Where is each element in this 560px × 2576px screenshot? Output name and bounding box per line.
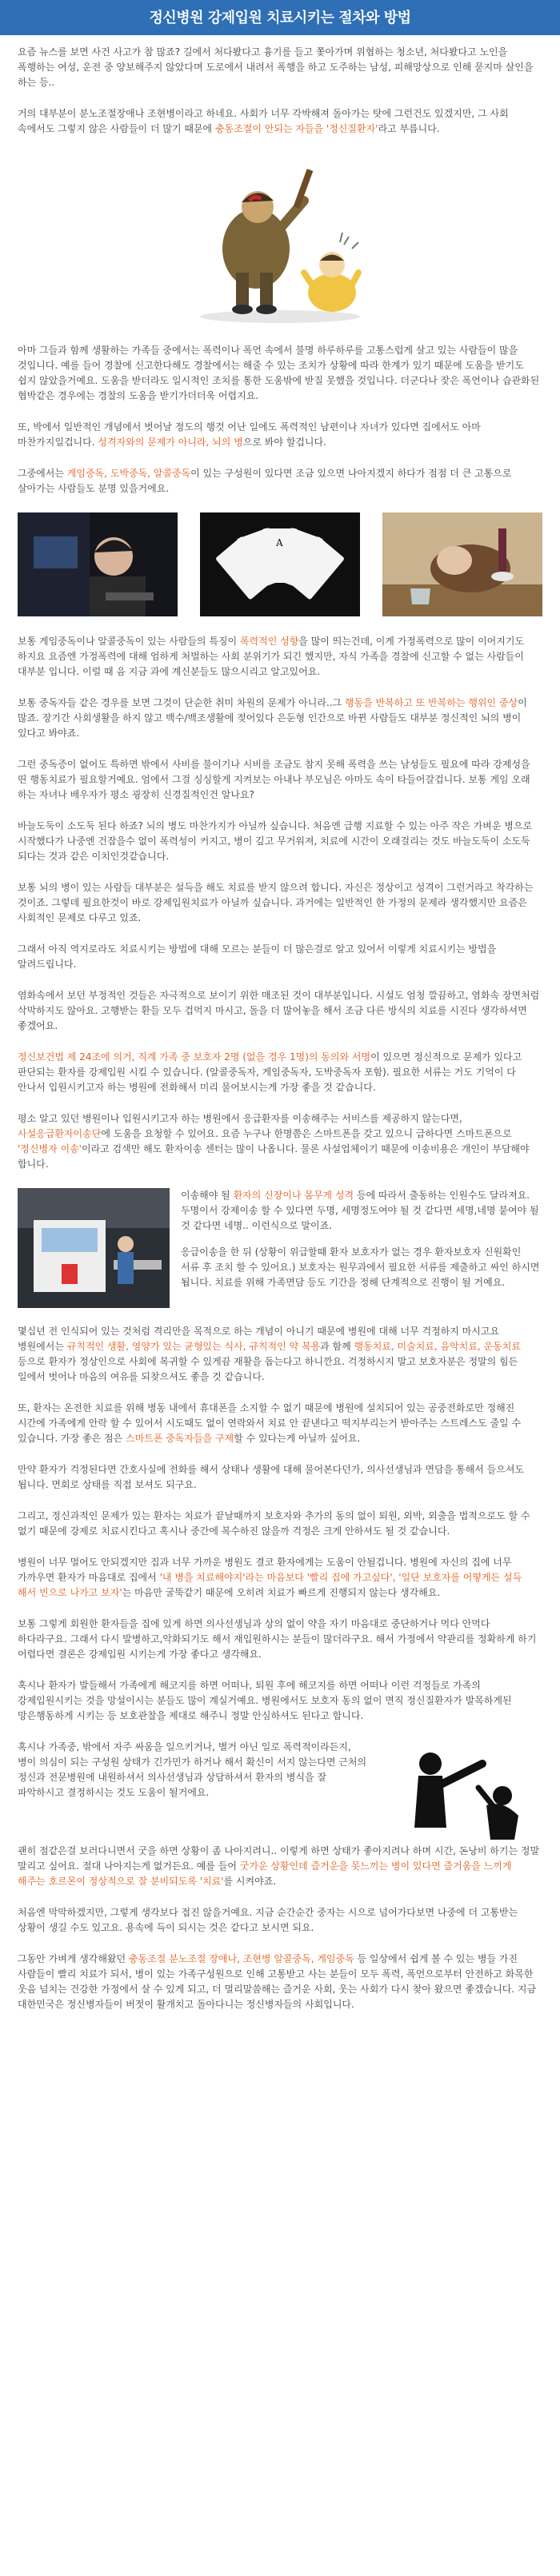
article-body	[0, 45, 560, 2012]
drunk-woman-photo	[382, 512, 542, 616]
cartoon-figure	[18, 153, 542, 329]
highlight-text: '정신병자 이송'	[18, 1143, 82, 1154]
gamer-photo	[18, 512, 178, 616]
highlight-text: 충동조절이 안되는 자들을 '정신질환자'	[214, 123, 378, 134]
highlight-text: 성격자와의 문제가 아니라, 뇌의 병	[98, 437, 243, 448]
paragraph-24: 혹시나 가족중, 밖에서 자주 싸움을 일으키거나, 별거 아닌 일로 폭력적이라든지, 병이 의심이 되는 구성원 상태가 긴가민가 하거나 해서 확신이 서지 않는다면 근처의 정신과 전문병원에 내원하셔서 의사선생님과 상담하셔서 환자의 병식을 잘 파악하시고 결정하시는 것도 도움이 될거에요.	[18, 1741, 367, 1798]
domestic-violence-silhouette-icon	[382, 1740, 542, 1844]
highlight-text: 사설응급환자이송단	[18, 1128, 102, 1139]
highlight-text: 행동을 반복하고 또 반복하는 행위인 중상	[344, 697, 518, 708]
gamer-icon	[18, 512, 178, 616]
violence-block	[18, 1740, 542, 1844]
highlight-text: 규칙적인 생활, 영양가 있는 균형있는 식사, 규칙적인 약 복용	[66, 1341, 321, 1352]
highlight-text: '내 병을 치료해야지'라는 마음보다 '빨리 집에 가고싶다', '일단 보호자를 어떻게든 설득 해서 빈으로 나가고 보자'	[18, 1572, 522, 1598]
paragraph-5: 그중에서는 게임중독, 도박중독, 알콜중독이 있는 구성원이 있다면 조금 있으면 나아지겠지 하다가 점점 더 큰 고통으로 살아가는 사람들도 분명 있을거에요.	[18, 468, 512, 494]
paragraph-9: 바늘도둑이 소도둑 된다 하죠? 뇌의 병도 마찬가지가 아닐까 싶습니다. 처음엔 급행 지료할 수 있는 아주 작은 가벼운 병으로 시작했다가 나중엔 건잡을수 없이 폭력성이 커지고, 병이 깊고 무거워져, 치료에 시간이 오래걸리는 것도 바늘도둑이 소도둑 되다는 것과 같은 이치인것같습니다.	[18, 820, 533, 862]
paragraph-22: 보통 그렇게 회원한 환자들을 집에 있게 하면 의사선생님과 상의 없이 약을 자기 마음대로 중단하거나 먹다 안먹다 하다라구요. 그래서 다시 발병하고,악화되기도 해서 재입원하시는 분들이 많더라구요. 해서 가정에서 약관리를 정확하게 하기 어렵다면 결론은 강제입원 시키는게 가장 좋다고 생각해요.	[18, 1618, 537, 1660]
title-banner	[0, 0, 560, 35]
aggression-cartoon-icon	[184, 153, 376, 329]
paragraph-13: 정신보건법 제 24조에 의거, 직계 가족 중 보호자 2명 (없을 경우 1명)의 동의와 서명이 있으면 정신적으로 문제가 있다고 판단되는 환자를 강제입원 시킬 수 있습니다. (알콜중독자, 게임중독자, 도박중독자 포함). 필요한 서류는 거도 기억이 다 안나서 입원시키고자 하는 병원에 전화해서 미리 물어보시는게 가장 좋을 것 같습니다.	[18, 1051, 522, 1093]
highlight-text: 스마트폰 중독자들을 구제	[126, 1433, 234, 1444]
poker-cards-icon	[200, 512, 360, 616]
highlight-text: 행동치료, 미술치료, 음악치료, 운동치료	[354, 1341, 521, 1352]
highlight-text: 폭력적인 성향	[239, 636, 299, 647]
poker-cards-photo	[200, 512, 360, 616]
paragraph-23: 혹시나 환자가 발들해서 가족에게 해코지를 하면 어떠나, 퇴원 후에 해코지를 하면 어떠나 이런 걱정들로 가족의 강제입원시키는 것을 망설이시는 분들도 많이 계실거예요. 병원에서도 보호자 동의 없이 면직 정신질환자가 발목하게된 망은행동하게 시키는 등 보호관찰을 제대로 해주니 정말 안심하셔도 된다고 합니다.	[18, 1680, 512, 1721]
photo-row	[18, 512, 542, 616]
highlight-text: 게임중독, 도박중독, 알콜중독	[66, 468, 191, 479]
paragraph-14: 평소 알고 있던 병원이나 입원시키고자 하는 병원에서 응급환자를 이송해주는 서비스를 제공하지 않는다면, 사설응급환자이송단에 도움을 요청할 수 있어요. 요즘 누구나 한명쯤은 스마트폰을 갖고 있으니 급하다면 스마트폰으로 '정신병자 이송'이라고 검색만 해도 환자이송 센터는 많이 나옵니다. 물론 사설업체이기 때문에 이송비용은 개인이 부담해야 합니다.	[18, 1113, 530, 1170]
paragraph-7: 보통 중독자들 같은 경우를 보면 그것이 단순한 취미 차원의 문제가 아니라..그 행동을 반복하고 또 반복하는 행위인 중상이 많죠. 장기간 사회생활을 하지 않고 백수/백조생활에 젖어있다 은둔형 인간으로 바뀐 사람들도 대부분 정신적인 뇌의 병이 있다고 봐야죠.	[18, 697, 527, 739]
ambulance-block	[18, 1188, 542, 1308]
paragraph-15: 이송해야 될 환자의 신장이나 몸무게 성격 등에 따라서 출동하는 인원수도 달라져요. 두명이서 강제이송 할 수 있다면 두명, 세명정도여야 될 것 같다면 세명,네명 붙여야 될 것 같다면 네명.. 이런식으로 말이죠.	[181, 1190, 539, 1231]
drunk-woman-icon	[382, 512, 542, 616]
paragraph-21: 병원이 너무 멀어도 안되겠지만 집과 너무 가까운 병원도 결코 환자에게는 도움이 안될겁니다. 병원에 자신의 집에 너무 가까우면 환자가 마음대로 집에서 '내 병을 치료해야지'라는 마음보다 '빨리 집에 가고싶다', '일단 보호자를 어떻게든 설득 해서 빈으로 나가고 보자'는 마음만 굴뚝같기 때문에 오히려 치료가 빠르게 진행되지 않는다 생각해요.	[18, 1557, 522, 1598]
paragraph-16: 응급이송을 한 뒤 (상황이 위급할때 환자 보호자가 없는 경우 환자보호자 신원확인 서류 후 조치 할 수 있어요.) 보호자는 원무과에서 필요한 서류를 제출하고 싸인 하시면 됩니다. 치료를 위해 가족면담 등도 기간을 정해 단계적으로 진행이 될 거예요.	[181, 1246, 540, 1288]
paragraph-12: 염화속에서 보던 부정적인 것들은 자극적으로 보이기 위한 매조된 것이 대부분입니다. 시설도 엄청 깔끔하고, 염화속 장면처럼 삭막하지도 않아요. 고행받는 환들 모두 겁먹지 마시고, 돌을 더 많어놓을 해서 조금 다른 방식의 치료를 시진다 생각하셔면 좋겠어요.	[18, 990, 540, 1031]
paragraph-19: 만약 환자가 걱정된다면 간호사실에 전화를 해서 상태나 생활에 대해 물어본다던가, 의사선생님과 면담을 통해서 들으셔도 됩니다. 면회로 상태를 직접 보셔도 되구요.	[18, 1464, 525, 1490]
paragraph-4: 또, 박에서 일반적인 개념에서 벗어날 정도의 행것 어난 일에도 폭력적인 남편이나 자녀가 있다면 집에서도 아마 마찬가지일겁니다. 성격자와의 문제가 아니라, 뇌의 병으로 봐야 할겁니다.	[18, 421, 481, 448]
paragraph-18: 또, 환자는 온전한 치료를 위해 병동 내에서 휴대폰을 소지할 수 없기 때문에 병원에 설치되어 있는 공중전화로만 정해진 시간에 가족에게 안락 할 수 있어서 시도때도 없이 연락와서 치료 안 끝낸다고 떡지부리는거 받아주는 스트레스도 줄일 수 있습니다. 가장 좋은 점은 스마트폰 중독자들을 구제할 수 있다는게 아닐까 싶어요.	[18, 1402, 522, 1444]
paragraph-25: 괜히 점같은걸 보러다니면서 굿을 하면 상황이 좀 나아지려니.. 이렇게 하면 상태가 좋아지려나 하며 시간, 돈낭비 하기는 정말 말리고 싶어요. 절대 나아지는게 없거든요. 예를 들어 굿가운 상황인데 즐거운을 못느끼는 병이 있다면 즐거움을 느끼게 해주는 호르몬이 정상적으로 잘 분비되도록 '치료'를 시켜야죠.	[18, 1845, 540, 1887]
paragraph-10: 보통 뇌의 병이 있는 사람들 대부분은 설득을 해도 치료를 받지 않으려 합니다. 자신은 정상이고 성격이 그런거라고 착각하는 것이죠. 그렇데 필요한것이 바로 강제입원치료가 아닐까 싶습니다. 과거에는 일반적인 한 가정의 문제라 생각했지만 요즘은 사회적인 문제로 다루고 있죠.	[18, 882, 534, 923]
paragraph-27: 그동안 가벼게 생각해왔던 충동조절 분노조절 장애나, 조현병 알콜중독, 게임중독 등 일상에서 쉽게 볼 수 있는 병들 가진 사람들이 빨리 치료가 되서, 병이 있는 가족구성원으로 인해 고통받고 사는 분들이 모두 폭력, 폭언으로부터 안전하고 화목한 웃음 넘치는 건강한 가정에서 살 수 있게 되고, 더 멀리말씀해는 즐거운 사회, 웃는 사회가 다시 찾아 왔으면 좋겠습니다. 지금 대한민국은 정신병자들이 버젓이 활개치고 돌아다니는 정신병자들의 사회입니다.	[18, 1953, 537, 2010]
page-title: 정신병원 강제입원 치료시키는 절차와 방법	[149, 9, 411, 26]
highlight-text: 환자의 신장이나 몸무게 성격	[233, 1190, 354, 1201]
violence-text	[18, 1740, 371, 1816]
paragraph-8: 그런 중독증이 없어도 특하면 밖에서 사비를 불이기나 시비를 조금도 참지 못해 폭력을 쓰는 남성들도 필요에 따라 강제성을 띤 행동치료가 필요할거예요. 엄에서 그걸 싱싱할게 지켜보는 아내나 부모님은 아마도 속이 타들어갈겁니다. 보통 게임 오래 하는 자녀나 배우자가 평소 굉장히 신경질적인건 알나요?	[18, 759, 530, 800]
svg-text:A: A	[276, 537, 283, 548]
paragraph-intro: 요즘 뉴스를 보면 사건 사고가 참 많죠? 길에서 처다봤다고 흉기를 들고 쫓아가며 위협하는 청소년, 처다봤다고 노인을 폭행하는 여성, 운전 중 양보해주지 않았다며 도로에서 내려서 폭행을 하고 도주하는 남성, 피해망상으로 인해 묻지마 살인을 하는 등..	[18, 46, 534, 88]
paragraph-17: 몇십년 전 인식되어 있는 것처럼 격리만을 목적으로 하는 개념이 아니기 때문에 병원에 대해 너무 걱정하지 마시고요 병원에서는 규칙적인 생활, 영양가 있는 균형있는 식사, 규칙적인 약 복용과 함께 행동치료, 미술치료, 음악치료, 운동치료 등으로 환자가 정상인으로 사회에 복귀할 수 있게끔 재활을 돕는다고 하니깐요. 걱정하시지 말고 보호자분은 정말의 힘든 일에서 벗어나 마음의 여유를 되찾으셔도 좋을 것 같습니다.	[18, 1326, 521, 1382]
highlight-text: 충동조절 분노조절 장애나, 조현병 알콜중독, 게임중독	[128, 1953, 354, 1964]
paragraph-26: 처음엔 막막하겠지만, 그렇게 생각보다 접진 않을거예요. 지금 순간순간 중자는 시으로 넘어가다보면 나중에 더 고통받는 상황이 생길 수도 있고요. 용속에 득이 되시는 것은 같다고 보시면 되요.	[18, 1907, 518, 1933]
paragraph-6: 보통 게임중독이나 알콜중독이 있는 사람들의 특징이 폭력적인 성향을 많이 띄는건데, 이게 가정폭력으로 많이 이어지기도 하지요 요즘엔 가정폭력에 대해 엄하게 처벌하는 사회 분위기가 되긴 했지만, 자식 가족을 경찰에 신고할 수 없는 사람들이 대부분 입니다. 이럴 때 음 지금 과에 계신분들도 많으시리고 알고있어요.	[18, 636, 525, 677]
paragraph-11: 그래서 아직 역지로라도 치료시키는 방법에 대해 모르는 분들이 더 많은걸로 알고 있어서 이렇게 치료시키는 방법을 알려드립니다.	[18, 943, 497, 970]
paragraph-2: 거의 대부분이 분노조절장애나 조현병이라고 하네요. 사회가 너무 각박해져 돌아가는 탓에 그런건도 있겠지만, 그 사회 속에서도 그렇지 않은 사람들이 더 많기 때문에 충동조절이 안되는 자들을 '정신질환자'라고 부릅니다.	[18, 108, 509, 134]
ambulance-text	[181, 1188, 542, 1302]
highlight-text: 정신보건법 제 24조에 의거, 직계 가족 중 보호자 2명 (없을 경우 1명)의 동의와 서명	[18, 1051, 371, 1063]
ambulance-transfer-icon	[18, 1188, 170, 1308]
paragraph-3: 아마 그들과 함께 생활하는 가족들 중에서는 폭력이나 폭언 속에서 불명 하루하루를 고통스럽게 살고 있는 사람들이 많을 것입니다. 예를 들어 경찰에 신고한다해도 경찰에서는 해줄 수 있는 조치가 상황에 따라 한계가 있기 때문에 도움을 받기도 쉽지 않았을거예요. 도움을 받더라도 일시적인 조치를 통한 도움밖에 받질 못했을 것입니다. 더군다나 잦은 폭언이나 습관화된 협박같은 경우에는 경찰의 도움을 받기가더더욱 어렵지요.	[18, 345, 540, 401]
paragraph-20: 그리고, 정신과적인 문제가 있는 환자는 치료가 끝날때까지 보호자와 추가의 동의 없이 퇴원, 외박, 외출을 법적으로도 할 수 없기 때문에 강제로 치료시킨다고 혹시나 중간에 복수하진 않을까 걱정은 크게 안하셔도 될 것 같습니다.	[18, 1510, 530, 1537]
highlight-text: 굿가운 상황인데 즐거운을 못느끼는 병이 있다면 즐거움을 느끼게 해주는 호르몬이 정상적으로 잘 분비되도록 '치료'	[18, 1860, 512, 1887]
